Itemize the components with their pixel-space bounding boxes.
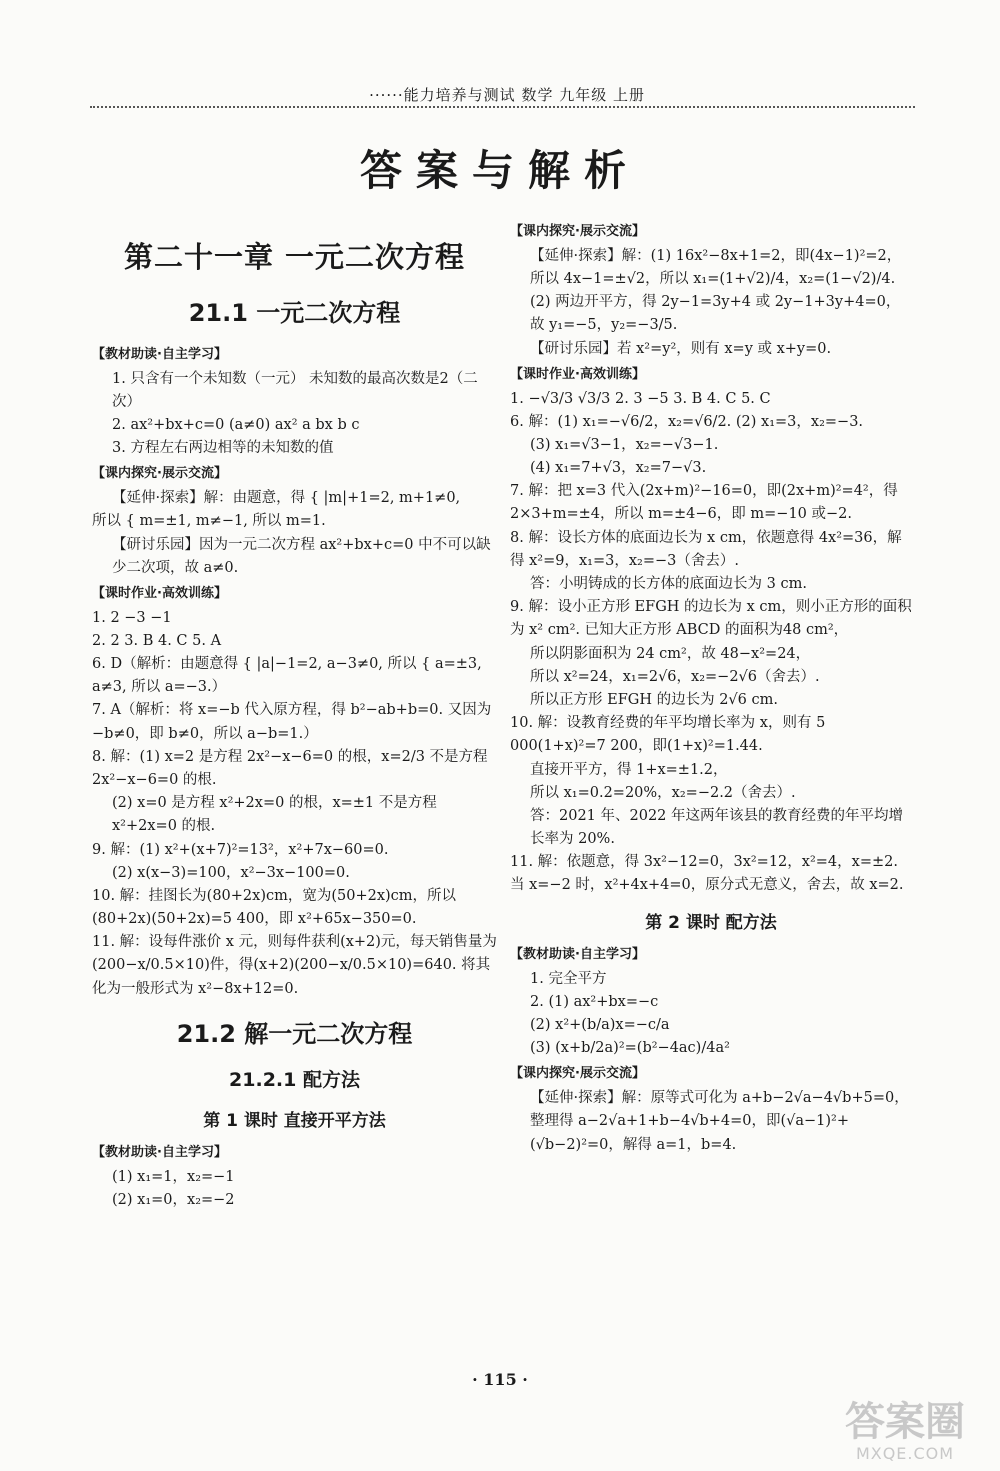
section-tag: 【教材助读·自主学习】 bbox=[510, 946, 645, 962]
answer-line: 所以 { m=±1, m≠−1, 所以 m=1. bbox=[92, 513, 326, 530]
answer-line: 9. 解：(1) x²+(x+7)²=13²，x²+7x−60=0. bbox=[92, 841, 389, 858]
page-number: · 115 · bbox=[472, 1370, 528, 1389]
answer-line: 【延伸·探索】解：(1) 16x²−8x+1=2，即(4x−1)²=2，所以 4x−1=±√2，所以 x₁=(1+√2)/4，x₂=(1−√2)/4. bbox=[530, 247, 902, 287]
watermark-url: MXQE.COM bbox=[855, 1444, 955, 1463]
answer-line: (2) 两边开平方，得 2y−1=3y+4 或 2y−1+3y+4=0，故 y₁=−5，y₂=−3/5. bbox=[530, 294, 901, 334]
answer-line: 答：小明铸成的长方体的底面边长为 3 cm. bbox=[530, 576, 807, 593]
answer-line: 10. 解：设教育经费的年平均增长率为 x，则有 5 000(1+x)²=7 200，即(1+x)²=1.44. bbox=[510, 715, 826, 755]
answer-line: 所以 x₁=0.2=20%，x₂=−2.2（舍去）. bbox=[530, 784, 796, 801]
answer-line: 1. −√3/3 √3/3 2. 3 −5 3. B 4. C 5. C bbox=[510, 390, 771, 407]
answer-line: (3) x₁=√3−1，x₂=−√3−1. bbox=[530, 436, 719, 453]
section-tag: 【课内探究·展示交流】 bbox=[510, 224, 645, 239]
section-tag: 【教材助读·自主学习】 bbox=[92, 1144, 227, 1160]
answer-line: 6. D（解析：由题意得 { |a|−1=2, a−3≠0, 所以 { a=±3, a≠3, 所以 a=−3.） bbox=[92, 656, 482, 696]
answer-line: 2. ax²+bx+c=0 (a≠0) ax² a bx b c bbox=[112, 416, 360, 433]
watermark-text: 答案圈 bbox=[845, 1399, 965, 1445]
answer-line: 所以 x²=24，x₁=2√6，x₂=−2√6（舍去）. bbox=[530, 668, 820, 685]
answer-line: 【研讨乐园】若 x²=y²，则有 x=y 或 x+y=0. bbox=[530, 340, 832, 357]
chapter-title: 第二十一章 一元二次方程 bbox=[123, 240, 466, 274]
answer-line: 3. 方程左右两边相等的未知数的值 bbox=[112, 440, 334, 457]
page-title: 答案与解析 bbox=[359, 146, 640, 195]
header-text: ······能力培养与测试 数学 九年级 上册 bbox=[369, 86, 645, 104]
answer-line: (2) x₁=0，x₂=−2 bbox=[112, 1191, 235, 1208]
left-column bbox=[92, 218, 497, 1212]
answer-line: 2. (1) ax²+bx=−c bbox=[530, 993, 659, 1010]
answer-line: 6. 解：(1) x₁=−√6/2，x₂=√6/2. (2) x₁=3，x₂=−3. bbox=[510, 413, 864, 430]
answer-line: (2) x²+(b/a)x=−c/a bbox=[530, 1017, 670, 1034]
answer-line: 11. 解：依题意，得 3x²−12=0，3x²=12，x²=4，x=±2. 当 x=−2 时，x²+4x+4=0，原分式无意义，舍去，故 x=2. bbox=[510, 854, 904, 894]
watermark-logo bbox=[820, 1400, 990, 1466]
section-title-21-2: 21.2 解一元二次方程 bbox=[176, 1019, 413, 1048]
answer-line: 答：2021 年、2022 年这两年该县的教育经费的年平均增长率为 20%. bbox=[530, 807, 904, 848]
answer-line: 7. A（解析：将 x=−b 代入原方程，得 b²−ab+b=0. 又因为 −b≠0，即 b≠0，所以 a−b=1.） bbox=[92, 702, 492, 742]
answer-line: 【研讨乐园】因为一元二次方程 ax²+bx+c=0 中不可以缺少二次项，故 a≠0. bbox=[112, 536, 491, 576]
answer-line: 1. 完全平方 bbox=[530, 970, 607, 987]
running-header bbox=[90, 84, 915, 108]
section-tag: 【课时作业·高效训练】 bbox=[510, 366, 645, 382]
section-tag: 【课时作业·高效训练】 bbox=[92, 585, 227, 601]
answer-line: 7. 解：把 x=3 代入(2x+m)²−16=0，即(2x+m)²=4²，得 2×3+m=±4，所以 m=±4−6，即 m=−10 或−2. bbox=[510, 483, 898, 523]
answer-line: 所以正方形 EFGH 的边长为 2√6 cm. bbox=[530, 691, 778, 708]
section-tag: 【课内探究·展示交流】 bbox=[92, 466, 227, 482]
answer-line: 11. 解：设每件涨价 x 元，则每件获利(x+2)元，每天销售量为(200−x/0.5×10)件，得(x+2)(200−x/0.5×10)=640. 将其化为一般形式为 x²−8x+12=0. bbox=[92, 934, 497, 997]
answer-line: 10. 解：挂图长为(80+2x)cm，宽为(50+2x)cm，所以(80+2x)(50+2x)=5 400，即 x²+65x−350=0. bbox=[92, 887, 457, 928]
right-column bbox=[510, 218, 912, 1157]
answer-line: (3) (x+b/2a)²=(b²−4ac)/4a² bbox=[530, 1040, 730, 1057]
lesson-title: 第 1 课时 直接开平方法 bbox=[203, 1110, 386, 1131]
answer-line: (2) x(x−3)=100，x²−3x−100=0. bbox=[112, 864, 350, 881]
answer-line: 直接开平方，得 1+x=±1.2， bbox=[530, 761, 728, 778]
lesson-title: 第 2 课时 配方法 bbox=[645, 912, 777, 933]
section-tag: 【教材助读·自主学习】 bbox=[92, 346, 227, 362]
answer-line: 【延伸·探索】解：由题意，得 { |m|+1=2, m+1≠0, bbox=[112, 490, 461, 507]
section-title-21-1: 21.1 一元二次方程 bbox=[188, 299, 401, 328]
answer-line: 8. 解：设长方体的底面边长为 x cm，依题意得 4x²=36，解得 x²=9，x₁=3，x₂=−3（舍去）. bbox=[510, 529, 902, 569]
answer-line: 1. 2 −3 −1 bbox=[92, 609, 172, 626]
subsection-title: 21.2.1 配方法 bbox=[229, 1069, 360, 1092]
answer-line: 1. 只含有一个未知数（一元） 未知数的最高次数是2（二次） bbox=[112, 370, 478, 410]
answer-line: 9. 解：设小正方形 EFGH 的边长为 x cm，则小正方形的面积为 x² cm². 已知大正方形 ABCD 的面积为48 cm²， bbox=[510, 599, 912, 639]
answer-line: 【延伸·探索】解：原等式可化为 a+b−2√a−4√b+5=0，整理得 a−2√a+1+b−4√b+4=0，即(√a−1)²+(√b−2)²=0，解得 a=1，b=4. bbox=[530, 1090, 909, 1153]
answer-line: 2. 2 3. B 4. C 5. A bbox=[92, 632, 222, 649]
answer-line: (4) x₁=7+√3，x₂=7−√3. bbox=[530, 460, 707, 477]
answer-line: (1) x₁=1，x₂=−1 bbox=[112, 1168, 235, 1185]
answer-line: 8. 解：(1) x=2 是方程 2x²−x−6=0 的根，x=2/3 不是方程 2x²−x−6=0 的根. bbox=[92, 748, 488, 788]
section-tag: 【课内探究·展示交流】 bbox=[510, 1066, 645, 1082]
answer-line: 所以阴影面积为 24 cm²，故 48−x²=24， bbox=[530, 645, 811, 662]
answer-line: (2) x=0 是方程 x²+2x=0 的根，x=±1 不是方程 x²+2x=0 的根. bbox=[112, 795, 437, 835]
